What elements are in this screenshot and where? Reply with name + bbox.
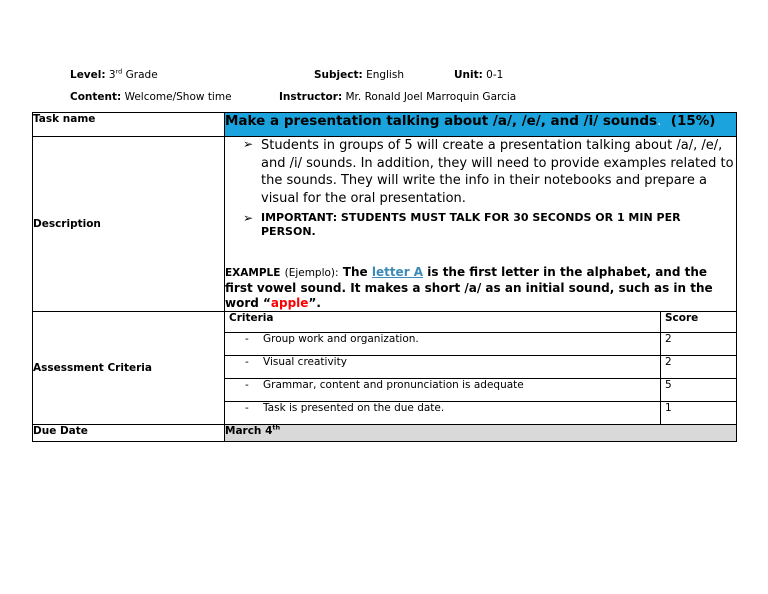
task-table — [32, 112, 737, 442]
unit-label: Unit: — [454, 69, 483, 81]
arrowhead-bullet-icon: ➢ — [243, 137, 254, 151]
task-name-value: Make a presentation talking about /a/, /e/, and /i/ sounds. (15%) — [225, 113, 737, 137]
description-label: Description — [33, 137, 225, 312]
instructor-field — [279, 91, 516, 103]
due-date-row — [33, 425, 737, 442]
score-header: Score — [661, 312, 737, 333]
due-date-value: March 4th — [225, 425, 737, 442]
content-value: Welcome/Show time — [124, 91, 232, 103]
example-word: apple — [270, 296, 309, 310]
criteria-score: 5 — [661, 379, 737, 402]
task-name-label: Task name — [33, 113, 225, 137]
criteria-row: - Grammar, content and pronunciation is adequate 5 — [225, 379, 736, 402]
criteria-text: Visual creativity — [263, 356, 347, 368]
criteria-row: - Group work and organization. 2 — [225, 333, 736, 356]
level-value: 3rd Grade — [108, 67, 158, 81]
criteria-row: - Task is presented on the due date. 1 — [225, 402, 736, 425]
assessment-label: Assessment Criteria — [33, 312, 225, 425]
subject-value: English — [366, 69, 404, 81]
description-bullet-2: ➢ IMPORTANT: STUDENTS MUST TALK FOR 30 SECONDS OR 1 MIN PER PERSON. — [225, 211, 736, 239]
instructor-value: Mr. Ronald Joel Marroquin Garcia — [345, 91, 517, 103]
description-bullet-1: ➢ Students in groups of 5 will create a presentation talking about /a/, /e/, and /i/ sounds. In addition, they will need to provide examples related to the sounds. They will write the info in their notebooks and prepare a visual for the oral presentation. — [225, 137, 736, 207]
task-name-row — [33, 113, 737, 137]
criteria-text: Group work and organization. — [263, 333, 419, 345]
criteria-text: Grammar, content and pronunciation is adequate — [263, 379, 524, 391]
criteria-cell — [225, 312, 737, 425]
criteria-header: Criteria — [225, 312, 661, 333]
example-paragraph: EXAMPLE (Ejemplo): The letter A is the first letter in the alphabet, and the first vowel sound. It makes a short /a/ as an initial sound, such as in the word “apple”. — [225, 265, 713, 310]
criteria-score: 2 — [661, 333, 737, 356]
level-label: Level: — [70, 69, 106, 81]
criteria-header-row — [225, 312, 736, 333]
description-cell — [225, 137, 737, 312]
content-field — [70, 91, 232, 103]
content-label: Content: — [70, 91, 122, 103]
criteria-score: 2 — [661, 356, 737, 379]
task-weight: (15%) — [670, 113, 716, 129]
criteria-row: - Visual creativity 2 — [225, 356, 736, 379]
unit-value: 0-1 — [486, 69, 504, 81]
arrowhead-bullet-icon: ➢ — [243, 211, 254, 225]
unit-field — [454, 69, 503, 81]
due-date-label: Due Date — [33, 425, 225, 442]
assessment-row — [33, 312, 737, 425]
instructor-label: Instructor: — [279, 91, 343, 103]
subject-label: Subject: — [314, 69, 363, 81]
criteria-table — [225, 312, 736, 424]
criteria-score: 1 — [661, 402, 737, 425]
description-row — [33, 137, 737, 312]
level-field — [70, 69, 158, 81]
criteria-text: Task is presented on the due date. — [263, 402, 445, 414]
subject-field — [314, 69, 404, 81]
letter-a-link[interactable]: letter A — [371, 265, 424, 279]
